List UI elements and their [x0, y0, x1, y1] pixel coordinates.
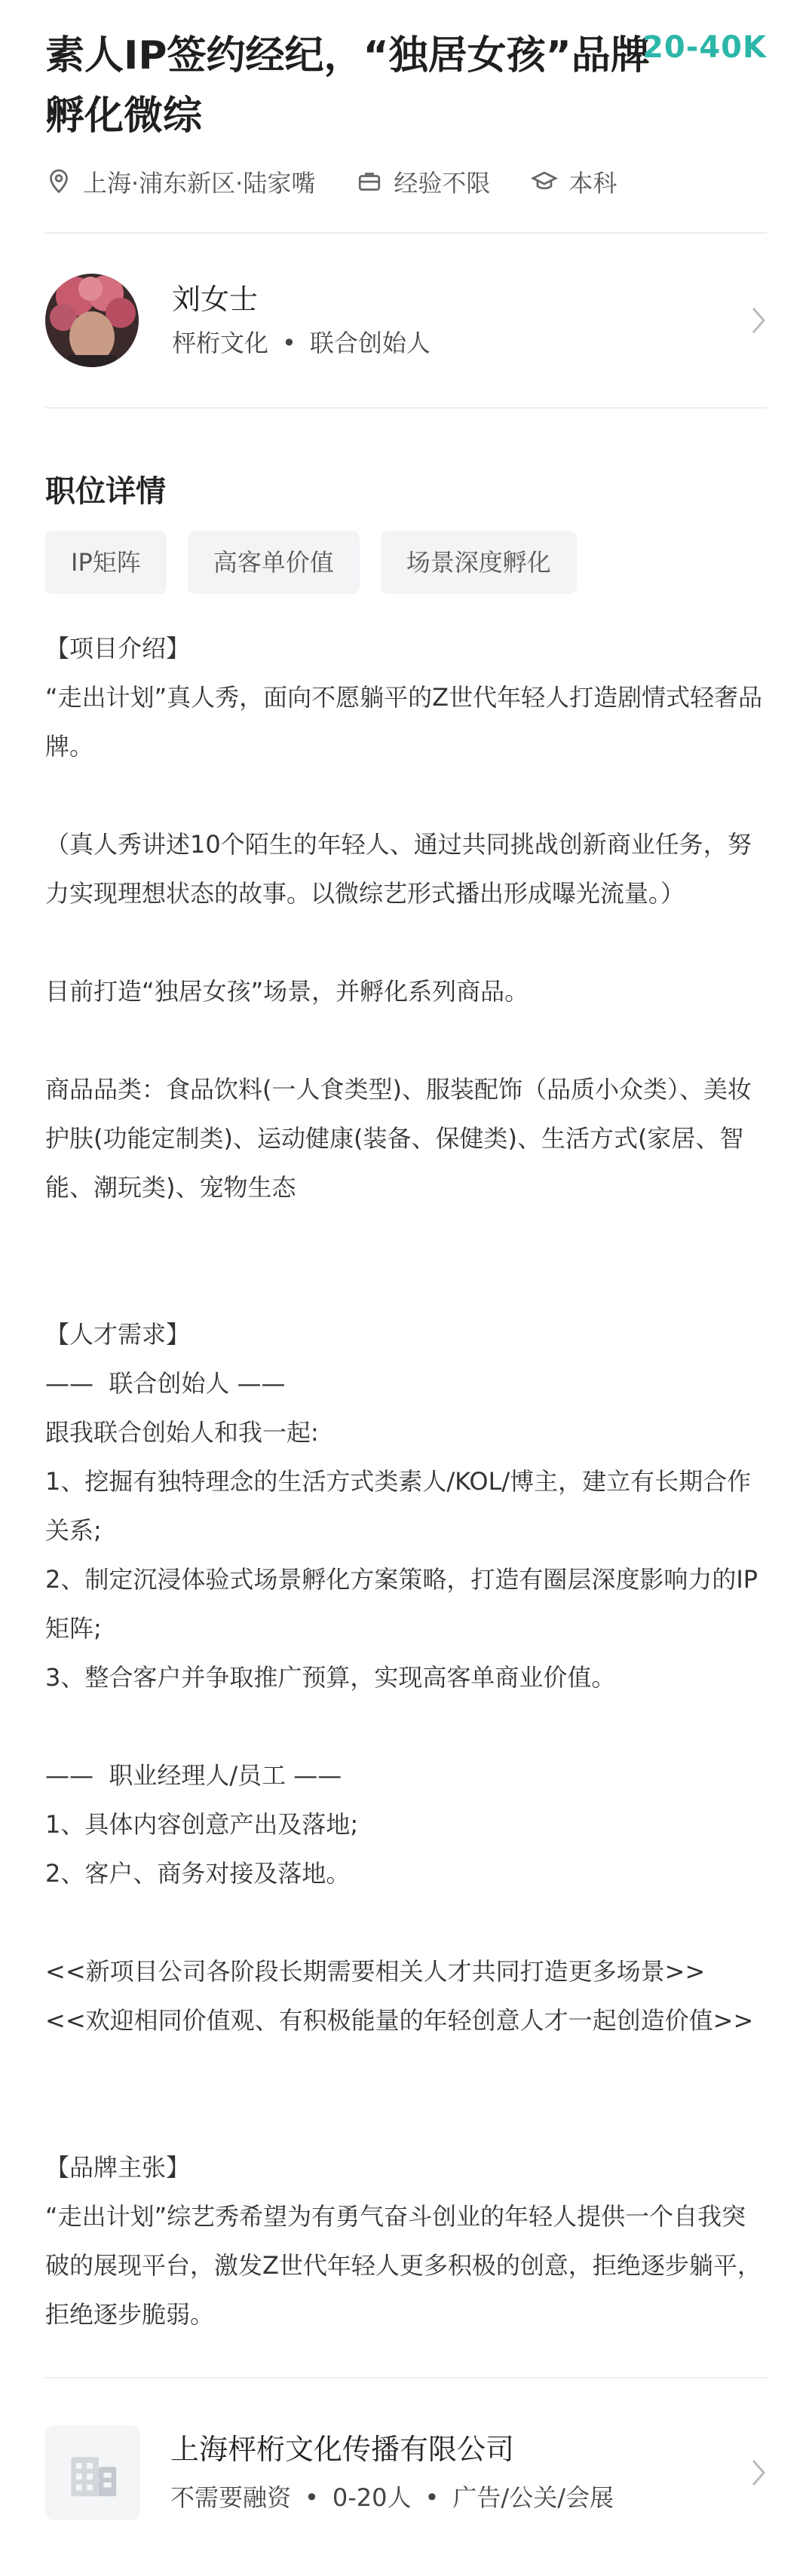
company-sub: [170, 2478, 614, 2517]
salary: 20-40K: [642, 30, 767, 65]
company-name: 上海枰桁文化传播有限公司: [170, 2433, 515, 2466]
meta-education: [531, 164, 617, 199]
meta-experience: [356, 164, 490, 199]
job-title: 素人IP签约经纪，“独居女孩”品牌孵化微综: [45, 33, 650, 139]
graduation-cap-icon: [531, 168, 558, 195]
education-text: 本科: [568, 169, 617, 198]
tag: 高客单价值: [188, 531, 360, 594]
job-description: 【项目介绍】 “走出计划”真人秀，面向不愿躺平的Z世代年轻人打造剧情式轻奢品牌。 （真人秀讲述10个陌生的年轻人、通过共同挑战创新商业任务，努力实现理想状态的故事。以微综艺形式播出形成曝光流量。） 目前打造“独居女孩”场景，并孵化系列商品。 商品品类：食品饮料(一人食类型)、服装配饰（品质小众类）、美妆护肤(功能定制类)、运动健康(装备、保健类)、生活方式(家居、智能、潮玩类)、宠物生态 【人才需求】 —— 联合创始人 —— 跟我联合创始人和我一起: 1、挖掘有独特理念的生活方式类素人/KOL/博主，建立有长期合作关系; 2、制定沉浸体验式场景孵化方案策略，打造有圈层深度影响力的IP矩阵; 3、整合客户并争取推广预算，实现高客单商业价值。 —— 职业经理人/员工 —— 1、具体内容创意产出及落地; 2、客户、商务对接及落地。 <<新项目公司各阶段长期需要相关人才共同打造更多场景>> <<欢迎相同价值观、有积极能量的年轻创意人才一起创造价值>> 【品牌主张】 “走出计划”综艺秀希望为有勇气奋斗创业的年轻人提供一个自我突破的展现平台，激发Z世代年轻人更多积极的创意，拒绝逐步躺平，拒绝逐步脆弱。: [45, 634, 763, 2329]
company-info: [170, 2428, 614, 2517]
company-logo: [45, 2425, 140, 2520]
company-funding: 不需要融资: [170, 2483, 292, 2512]
company-industry: 广告/公关/会展: [452, 2483, 614, 2512]
company-size: 0-20人: [332, 2483, 412, 2512]
recruiter-role: 联合创始人: [309, 329, 431, 357]
separator-dot-icon: •: [282, 329, 296, 357]
chevron-right-icon[interactable]: [750, 2458, 767, 2488]
recruiter-card[interactable]: [0, 234, 812, 407]
recruiter-name: 刘女士: [172, 283, 259, 316]
recruiter-sub: [172, 323, 431, 363]
job-details: [0, 469, 812, 2339]
job-header: [0, 0, 812, 202]
location-text: 上海·浦东新区·陆家嘴: [83, 169, 316, 198]
chevron-right-icon[interactable]: [750, 305, 767, 335]
tag: IP矩阵: [45, 531, 167, 594]
separator-dot-icon: •: [305, 2483, 319, 2512]
tag: 场景深度孵化: [381, 531, 577, 594]
job-meta: [45, 161, 767, 202]
location-icon: [45, 168, 72, 195]
building-icon: [63, 2443, 122, 2502]
recruiter-company: 枰桁文化: [172, 329, 269, 357]
experience-text: 经验不限: [394, 169, 491, 198]
meta-location: [45, 164, 315, 199]
tag-list: [45, 531, 767, 594]
separator-dot-icon: •: [424, 2483, 440, 2512]
recruiter-info: [172, 278, 431, 363]
section-title: 职位详情: [45, 474, 166, 509]
avatar[interactable]: [45, 274, 139, 367]
briefcase-icon: [356, 168, 383, 195]
company-card[interactable]: [0, 2378, 812, 2567]
divider: [45, 407, 767, 409]
